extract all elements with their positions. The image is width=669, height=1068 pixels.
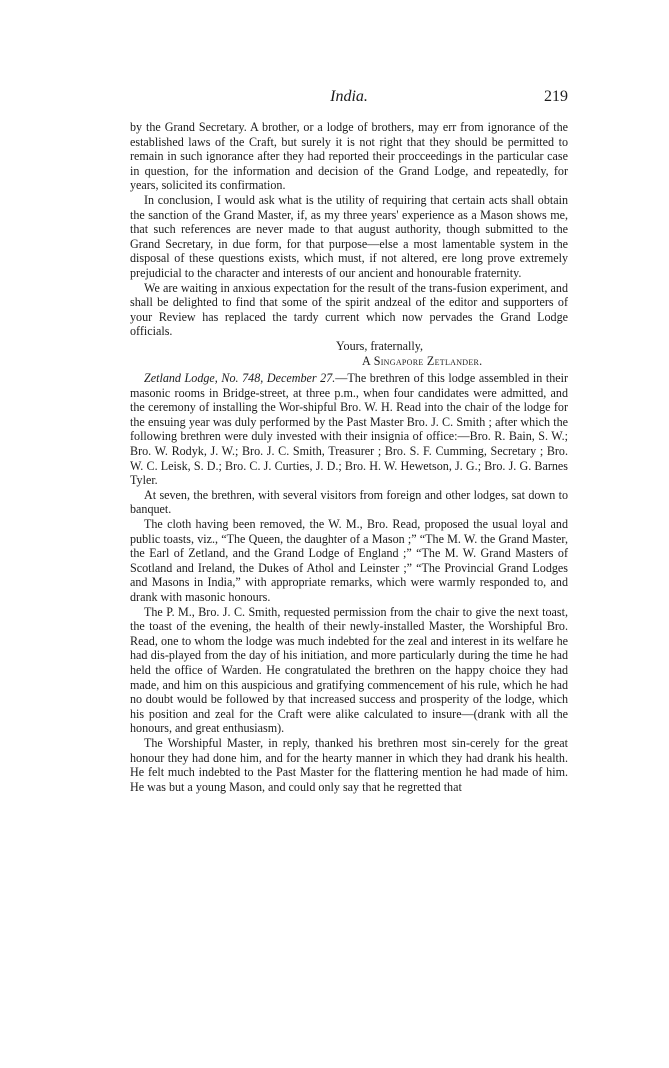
paragraph: In conclusion, I would ask what is the utility of requiring that certain acts shall obtain the sanction of the Grand Master, if, as my three years' experience as a Mason shows me, that such references are never made to that august authority, though submitted to the Grand Secretary, in due form, for that purpose—else a most lamentable system in the disposal of these questions exists, which must, if not altered, ere long prove extremely prejudicial to the character and interests of our ancient and honourable fraternity.: [130, 192, 568, 280]
paragraph: At seven, the brethren, with several visitors from foreign and other lodges, sat down to banquet.: [130, 487, 568, 517]
lodge-report-heading: Zetland Lodge, No. 748, December 27.: [144, 371, 336, 386]
paragraph: We are waiting in anxious expectation for the result of the trans-fusion experiment, and shall be delighted to find that some of the spirit andzeal of the editor and supporters of your Review has replaced the tardy current which now pervades the Grand Lodge officials.: [130, 280, 568, 339]
paragraph: The P. M., Bro. J. C. Smith, requested permission from the chair to give the next toast, the toast of the evening, the health of their newly-installed Master, the Worshipful Bro. Read, one to whom the lodge was much indebted for the zeal and interest in its welfare he had dis-played from the day of his initiation, and more particularly during the time he had held the office of Warden. He congratulated the brethren on the happy choice they had made, and him on this auspicious and gratifying commencement of his rule, which he had no doubt would be followed by that increased success and prosperity of the lodge, which his position and zeal for the Craft were alike calculated to insure—(drank with all the honours, and great enthusiasm).: [130, 604, 568, 736]
closing-salutation: Yours, fraternally,: [336, 338, 423, 353]
paragraph: The Worshipful Master, in reply, thanked his brethren most sin-cerely for the great honour they had done him, and for the hearty manner in which they had drank his health. He felt much indebted to the Past Master for the flattering mention he had made of him. He was but a young Mason, and could only say that he regretted that: [130, 735, 568, 794]
letter-signature: A Singapore Zetlander.: [362, 353, 483, 368]
running-title: India.: [330, 88, 368, 105]
paragraph: [130, 371, 568, 488]
lodge-report-text: —The brethren of this lodge assembled in their masonic rooms in Bridge-street, at three p.m., when four candidates were admitted, and the ceremony of installing the Wor-shipful Bro. W. H. Read into the chair of the lodge for the ensuing year was duly performed by the Past Master Bro. J. C. Smith ; after which the following brethren were duly invested with their insignia of office:—Bro. R. Bain, S. W.; Bro. W. Rodyk, J. W.; Bro. J. C. Smith, Treasurer ; Bro. S. F. Cumming, Secretary ; Bro. W. C. Leisk, S. D.; Bro. C. J. Curties, J. D.; Bro. H. W. Hewetson, J. G.; Bro. J. G. Barnes Tyler.: [130, 371, 568, 488]
paragraph: The cloth having been removed, the W. M., Bro. Read, proposed the usual loyal and public toasts, viz., “The Queen, the daughter of a Mason ;” “The M. W. the Grand Master, the Earl of Zetland, and the Grand Lodge of England ;” “The M. W. Grand Masters of Scotland and Ireland, the Dukes of Athol and Leinster ;” “The Provincial Grand Lodges and Masons in India,” with appropriate remarks, which were warmly responded to, and drank with masonic honours.: [130, 517, 568, 604]
page-number: 219: [544, 88, 568, 105]
letter-signoff: [130, 339, 568, 368]
running-header: [130, 88, 568, 110]
paragraph: by the Grand Secretary. A brother, or a lodge of brothers, may err from ignorance of the established laws of the Craft, but surely it is not right that they should be permitted to remain in such ignorance after they had reported their procceedings in the particular case in question, for the information and decision of the Grand Lodge, and repeatedly, for years, solicited its confirmation.: [130, 120, 568, 193]
body-text: [130, 120, 568, 794]
